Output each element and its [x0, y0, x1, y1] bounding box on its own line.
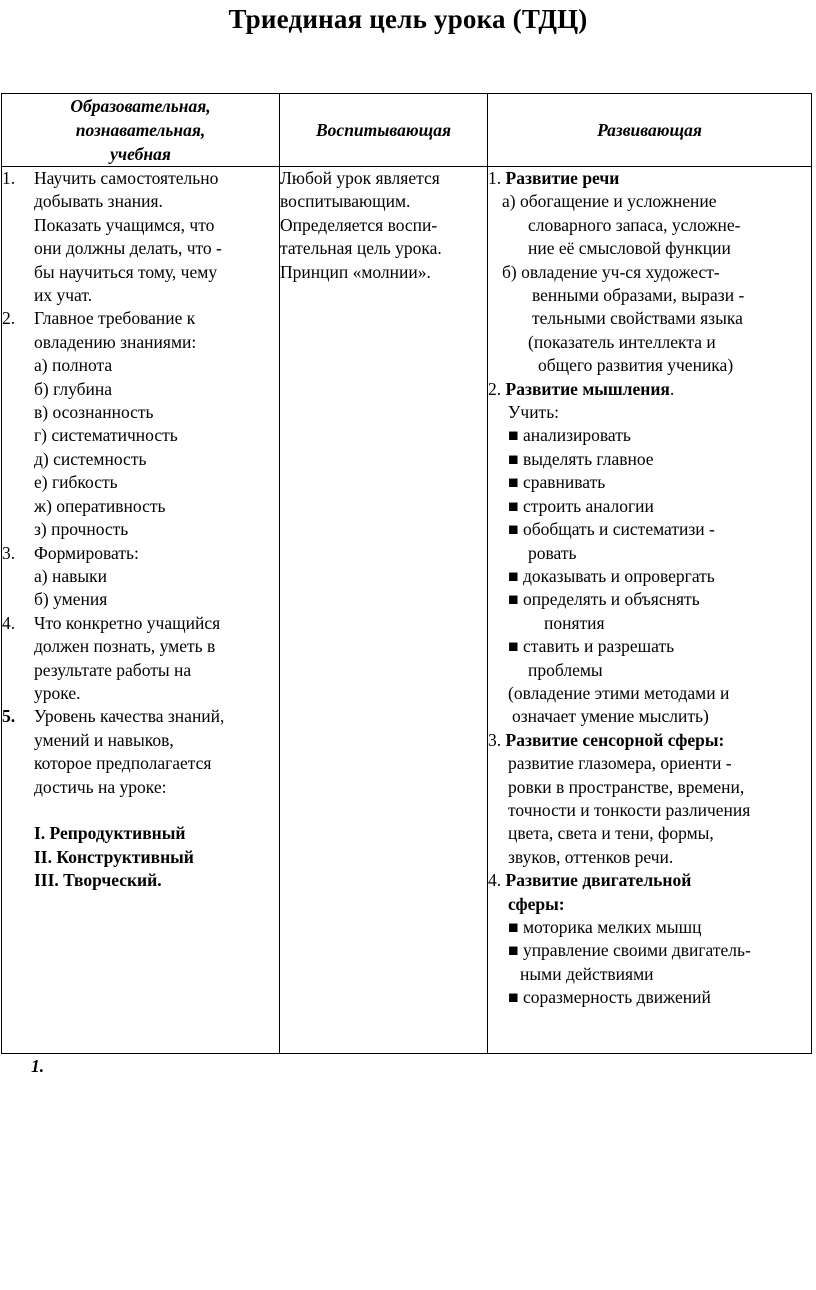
text-span: ■ доказывать и опровергать — [508, 565, 715, 586]
list-line — [2, 307, 279, 330]
list-line — [2, 284, 279, 307]
list-text: а) навыки — [34, 565, 107, 586]
list-text: б) глубина — [34, 378, 113, 399]
text-span: 2. — [488, 378, 506, 399]
text-span: а) обогащение и усложнение — [502, 191, 717, 212]
list-text: е) гибкость — [34, 472, 118, 493]
text-span: сферы: — [508, 893, 565, 914]
list-text: Что конкретно учащийся — [34, 612, 221, 633]
text-span: ■ сравнивать — [508, 472, 606, 493]
list-text: Показать учащимся, что — [34, 214, 215, 235]
upbringing-goals-cell — [280, 167, 488, 1054]
list-line — [488, 542, 811, 565]
list-text: в) осознанность — [34, 402, 154, 423]
list-line — [2, 190, 279, 213]
list-number: 2. — [2, 308, 16, 329]
list-line — [488, 893, 811, 916]
list-line — [2, 729, 279, 752]
text-span: ■ соразмерность движений — [508, 987, 711, 1008]
text-line: тательная цель урока. — [280, 238, 442, 259]
list-line — [2, 846, 279, 869]
text-span: Развитие двигательной — [505, 870, 692, 891]
text-span: ■ обобщать и систематизи - — [508, 519, 715, 540]
text-span: Учить: — [508, 402, 560, 423]
text-span: Развитие речи — [505, 168, 620, 188]
text-line: воспитывающим. — [280, 191, 411, 212]
list-line — [488, 752, 811, 775]
list-line — [2, 331, 279, 354]
list-line — [488, 261, 811, 284]
list-line — [488, 378, 811, 401]
list-line — [488, 518, 811, 541]
list-line — [488, 916, 811, 939]
text-span: ■ управление своими двигатель- — [508, 940, 751, 961]
list-line — [488, 588, 811, 611]
list-line — [488, 729, 811, 752]
list-line — [2, 565, 279, 588]
list-number: 5. — [2, 706, 16, 727]
list-text: а) полнота — [34, 355, 113, 376]
list-line — [488, 682, 811, 705]
text-span: . — [669, 378, 675, 399]
text-span: ными действиями — [520, 963, 654, 984]
list-line — [2, 705, 279, 728]
text-span: ■ ставить и разрешать — [508, 636, 675, 657]
text-span: понятия — [544, 612, 605, 633]
list-line — [488, 331, 811, 354]
list-text: они должны делать, что - — [34, 238, 222, 259]
text-span: словарного запаса, усложне- — [528, 214, 741, 235]
text-span: тельными свойствами языка — [532, 308, 743, 329]
header-line: Воспитывающая — [316, 120, 451, 140]
text-line: Определяется воспи- — [280, 214, 438, 235]
list-text: г) систематичность — [34, 425, 178, 446]
text-span: Развитие мышления — [505, 378, 670, 399]
goals-table — [1, 93, 812, 1054]
list-line — [488, 167, 811, 190]
text-span: ■ строить аналогии — [508, 495, 654, 516]
list-line — [2, 776, 279, 799]
list-line — [2, 354, 279, 377]
list-line — [2, 542, 279, 565]
list-text: I. Репродуктивный — [34, 823, 186, 844]
list-line — [488, 354, 811, 377]
educational-goals-cell — [2, 167, 280, 1054]
list-number: 4. — [2, 612, 16, 633]
text-span: точности и тонкости различения — [508, 799, 751, 820]
list-line — [2, 752, 279, 775]
list-line — [488, 612, 811, 635]
list-text: Научить самостоятельно — [34, 168, 219, 188]
developing-goals-cell — [488, 167, 812, 1054]
list-line — [488, 776, 811, 799]
text-span: (овладение этими методами и — [508, 682, 730, 703]
list-line — [488, 963, 811, 986]
list-line — [2, 378, 279, 401]
list-line — [488, 495, 811, 518]
text-span: Развитие сенсорной сферы: — [505, 729, 725, 750]
list-line — [2, 401, 279, 424]
text-span: венными образами, вырази - — [532, 285, 745, 306]
text-span: ние её смысловой функции — [528, 238, 731, 259]
list-line — [2, 167, 279, 190]
list-text: добывать знания. — [34, 191, 163, 212]
list-text: Уровень качества знаний, — [34, 706, 225, 727]
text-span: ровки в пространстве, времени, — [508, 776, 745, 797]
text-span: развитие глазомера, ориенти - — [508, 753, 732, 774]
list-line — [2, 659, 279, 682]
list-text: достичь на уроке: — [34, 776, 167, 797]
header-upbringing — [280, 94, 488, 167]
list-text: которое предполагается — [34, 753, 212, 774]
list-text: д) системность — [34, 448, 147, 469]
header-row — [2, 94, 812, 167]
text-span: б) овладение уч-ся художест- — [502, 261, 720, 282]
list-line — [488, 190, 811, 213]
page-title: Триединая цель урока (ТДЦ) — [228, 4, 588, 34]
list-text: III. Творческий. — [34, 870, 162, 891]
list-text: их учат. — [34, 285, 93, 306]
list-line — [488, 635, 811, 658]
list-text: результате работы на — [34, 659, 192, 680]
list-line — [488, 939, 811, 962]
list-line — [2, 635, 279, 658]
text-span: цвета, света и тени, формы, — [508, 823, 714, 844]
list-text: должен познать, уметь в — [34, 636, 216, 657]
list-line — [488, 237, 811, 260]
header-line: Образовательная, — [70, 96, 211, 116]
text-span: 1. — [488, 168, 506, 188]
text-span: 3. — [488, 729, 506, 750]
text-span: общего развития ученика) — [538, 355, 734, 376]
list-line — [2, 588, 279, 611]
list-text: б) умения — [34, 589, 108, 610]
list-number: 1. — [2, 168, 16, 188]
list-line — [2, 612, 279, 635]
list-line — [2, 682, 279, 705]
list-line — [488, 659, 811, 682]
list-line — [2, 448, 279, 471]
list-line — [488, 565, 811, 588]
list-line — [488, 284, 811, 307]
text-span: (показатель интеллекта и — [528, 331, 716, 352]
header-line: Развивающая — [597, 120, 702, 140]
list-line — [488, 424, 811, 447]
text-span: означает умение мыслить) — [512, 706, 709, 727]
list-text: з) прочность — [34, 519, 129, 540]
text-line: Принцип «молнии». — [280, 261, 431, 282]
list-line — [488, 986, 811, 1009]
list-line — [488, 214, 811, 237]
list-line — [2, 822, 279, 845]
text-span: 4. — [488, 870, 506, 891]
list-line — [2, 214, 279, 237]
list-text: Формировать: — [34, 542, 139, 563]
list-text: умений и навыков, — [34, 729, 174, 750]
content-row — [2, 167, 812, 1054]
header-developing — [488, 94, 812, 167]
list-line — [2, 424, 279, 447]
list-line — [2, 471, 279, 494]
list-text: овладению знаниями: — [34, 331, 197, 352]
list-text: ж) оперативность — [34, 495, 166, 516]
text-span: ■ анализировать — [508, 425, 631, 446]
list-text: уроке. — [34, 682, 81, 703]
list-text: бы научиться тому, чему — [34, 261, 218, 282]
list-line — [2, 869, 279, 892]
footnote: 1. — [31, 1056, 45, 1076]
text-span: ровать — [528, 542, 577, 563]
text-line: Любой урок является — [280, 168, 440, 188]
text-span: ■ определять и объяснять — [508, 589, 700, 610]
list-line — [488, 448, 811, 471]
text-span: ■ выделять главное — [508, 448, 654, 469]
list-line — [488, 471, 811, 494]
header-line: познавательная, — [75, 120, 206, 140]
list-line — [2, 261, 279, 284]
list-line — [2, 237, 279, 260]
list-line — [2, 518, 279, 541]
list-line — [2, 495, 279, 518]
spacer — [2, 799, 279, 822]
list-line — [488, 705, 811, 728]
list-line — [488, 307, 811, 330]
text-span: звуков, оттенков речи. — [508, 846, 674, 867]
header-educational — [2, 94, 280, 167]
list-number: 3. — [2, 542, 16, 563]
list-text: II. Конструктивный — [34, 846, 194, 867]
text-span: проблемы — [528, 659, 603, 680]
header-line: учебная — [110, 144, 171, 164]
list-line — [488, 799, 811, 822]
list-line — [488, 822, 811, 845]
list-line — [488, 869, 811, 892]
list-line — [488, 846, 811, 869]
list-text: Главное требование к — [34, 308, 196, 329]
text-span: ■ моторика мелких мышц — [508, 917, 702, 937]
list-line — [488, 401, 811, 424]
